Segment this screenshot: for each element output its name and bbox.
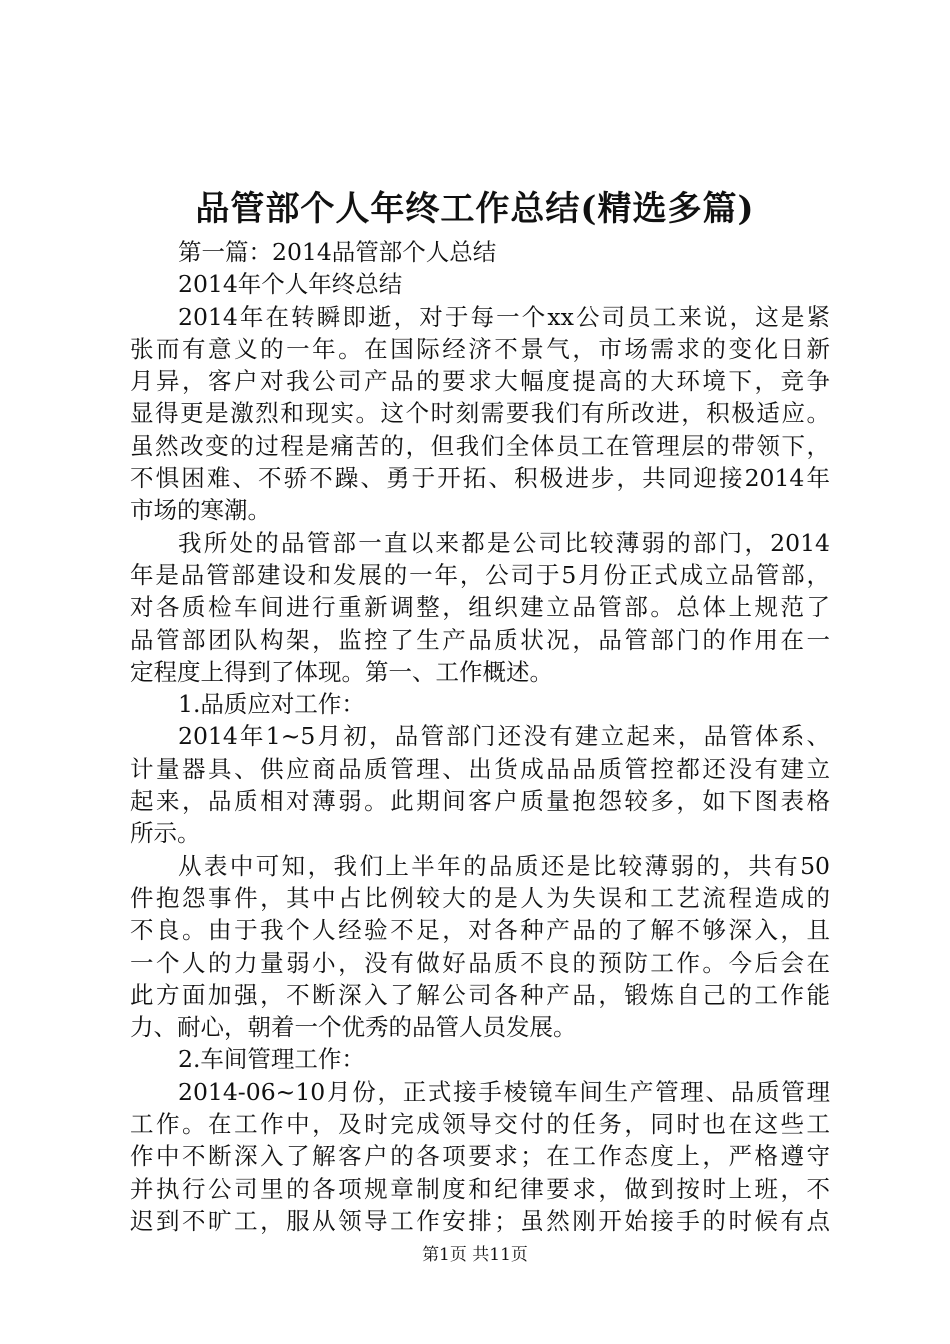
text-line: 对各质检车间进行重新调整，组织建立品管部。总体上规范了 bbox=[130, 593, 830, 622]
text-line: 力、耐心，朝着一个优秀的品管人员发展。 bbox=[130, 1013, 577, 1042]
text-line: 市场的寒潮。 bbox=[130, 496, 271, 525]
text-line: 件抱怨事件，其中占比例较大的是人为失误和工艺流程造成的 bbox=[130, 883, 830, 912]
text-line: 所示。 bbox=[130, 819, 201, 848]
text-line: 显得更是激烈和现实。这个时刻需要我们有所改进，积极适应。 bbox=[130, 399, 830, 428]
text-line: 作中不断深入了解客户的各项要求；在工作态度上，严格遵守 bbox=[130, 1142, 830, 1171]
text-line: 品管部团队构架，监控了生产品质状况，品管部门的作用在一 bbox=[130, 625, 830, 654]
text-line: 我所处的品管部一直以来都是公司比较薄弱的部门，2014 bbox=[178, 528, 830, 557]
text-line: 一个人的力量弱小，没有做好品质不良的预防工作。今后会在 bbox=[130, 948, 830, 977]
text-line: 并执行公司里的各项规章制度和纪律要求，做到按时上班，不 bbox=[130, 1174, 830, 1203]
text-line: 2014年个人年终总结 bbox=[178, 270, 403, 299]
text-line: 起来，品质相对薄弱。此期间客户质量抱怨较多，如下图表格 bbox=[130, 787, 830, 816]
text-line: 不惧困难、不骄不躁、勇于开拓、积极进步，共同迎接2014年 bbox=[130, 464, 830, 493]
document-body bbox=[130, 236, 830, 1237]
text-line: 第一篇：2014品管部个人总结 bbox=[178, 238, 497, 266]
text-line: 2014年1~5月初，品管部门还没有建立起来，品管体系、 bbox=[178, 722, 830, 751]
text-line: 2014年在转瞬即逝，对于每一个xx公司员工来说，这是紧 bbox=[178, 302, 830, 331]
text-line: 年是品管部建设和发展的一年，公司于5月份正式成立品管部， bbox=[130, 560, 830, 589]
text-line: 2.车间管理工作： bbox=[178, 1045, 365, 1074]
text-line: 2014-06~10月份，正式接手棱镜车间生产管理、品质管理 bbox=[178, 1077, 830, 1106]
text-line: 定程度上得到了体现。第一、工作概述。 bbox=[130, 657, 553, 686]
text-line: 计量器具、供应商品质管理、出货成品品质管控都还没有建立 bbox=[130, 754, 830, 783]
text-line: 不良。由于我个人经验不足，对各种产品的了解不够深入，且 bbox=[130, 916, 830, 945]
text-line: 虽然改变的过程是痛苦的，但我们全体员工在管理层的带领下， bbox=[130, 431, 830, 460]
text-line: 迟到不旷工，服从领导工作安排；虽然刚开始接手的时候有点 bbox=[130, 1206, 830, 1235]
document-title: 品管部个人年终工作总结(精选多篇) bbox=[195, 189, 755, 229]
text-line: 从表中可知，我们上半年的品质还是比较薄弱的，共有50 bbox=[178, 851, 830, 880]
text-line: 月异，客户对我公司产品的要求大幅度提高的大环境下，竞争 bbox=[130, 367, 830, 396]
page-indicator: 第1页 共11页 bbox=[422, 1245, 528, 1265]
text-line: 工作。在工作中，及时完成领导交付的任务，同时也在这些工 bbox=[130, 1110, 830, 1139]
text-line: 张而有意义的一年。在国际经济不景气，市场需求的变化日新 bbox=[130, 334, 830, 363]
text-line: 1.品质应对工作： bbox=[178, 690, 365, 719]
text-line: 此方面加强，不断深入了解公司各种产品，锻炼自己的工作能 bbox=[130, 980, 830, 1009]
